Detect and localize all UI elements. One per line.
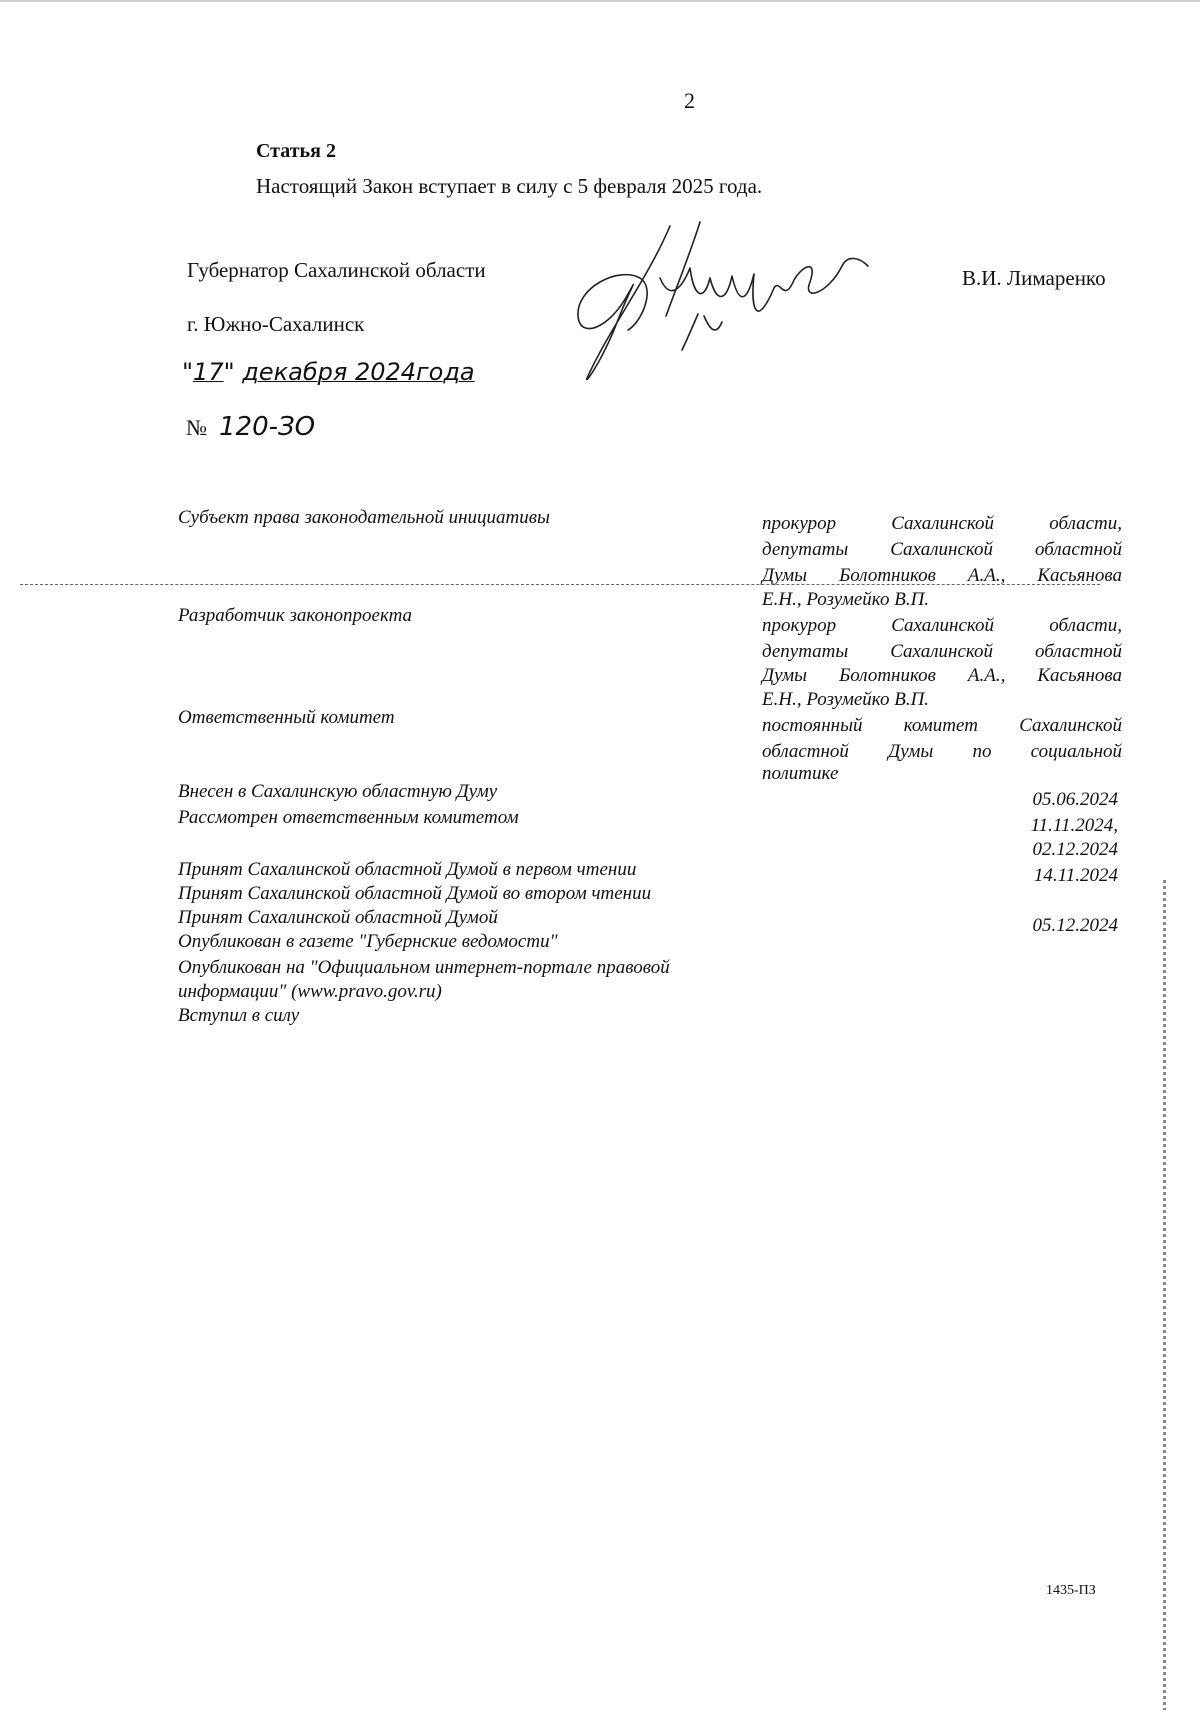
developer-value-3: Думы Болотников А.А., Касьянова	[762, 665, 1122, 686]
article-title: Статья 2	[256, 140, 336, 162]
subject-value-2: депутаты Сахалинской областной	[762, 539, 1122, 560]
subject-value-1: прокурор Сахалинской области,	[762, 513, 1122, 534]
reviewed-label: Рассмотрен ответственным комитетом	[178, 807, 519, 828]
developer-value-1: прокурор Сахалинской области,	[762, 615, 1122, 636]
developer-value-4: Е.Н., Розумейко В.П.	[762, 689, 930, 710]
adopted-date: 05.12.2024	[1032, 915, 1118, 936]
published-portal-label-2: информации" (www.pravo.gov.ru)	[178, 981, 442, 1002]
developer-value-2: депутаты Сахалинской областной	[762, 641, 1122, 662]
subject-value-3: Думы Болотников А.А., Касьянова	[762, 565, 1122, 586]
committee-value-2: областной Думы по социальной	[762, 741, 1122, 762]
governor-name: В.И. Лимаренко	[962, 266, 1106, 290]
article-text: Настоящий Закон вступает в силу с 5 февраля 2025 года.	[256, 174, 763, 198]
committee-value-3: политике	[762, 763, 839, 784]
published-portal-label-1: Опубликован на "Официальном интернет-портале правовой	[178, 957, 670, 978]
introduced-label: Внесен в Сахалинскую областную Думу	[178, 781, 498, 802]
introduced-date: 05.06.2024	[1032, 789, 1118, 810]
date-day: 17	[193, 358, 224, 386]
date-quote-close: "	[223, 358, 235, 386]
committee-value-1: постоянный комитет Сахалинской	[762, 715, 1122, 736]
scan-right-edge	[1163, 880, 1166, 1710]
page-number: 2	[684, 88, 695, 113]
number-sign: №	[186, 415, 207, 440]
governor-label: Губернатор Сахалинской области	[187, 258, 486, 282]
published-newspaper-label: Опубликован в газете "Губернские ведомости"	[178, 931, 558, 952]
handwritten-signature	[570, 218, 890, 408]
scan-separator-line	[20, 584, 1100, 585]
reviewed-date-2: 02.12.2024	[1032, 839, 1118, 860]
reviewed-date-1: 11.11.2024,	[1030, 815, 1118, 836]
adopted-label: Принят Сахалинской областной Думой	[178, 907, 498, 928]
signing-date	[182, 358, 475, 386]
developer-label: Разработчик законопроекта	[178, 605, 413, 626]
document-code: 1435-ПЗ	[1046, 1583, 1096, 1598]
first-reading-label: Принят Сахалинской областной Думой в первом чтении	[178, 859, 637, 880]
subject-label: Субъект права законодательной инициативы	[178, 507, 550, 528]
date-quote-open: "	[182, 358, 194, 386]
second-reading-label: Принят Сахалинской областной Думой во втором чтении	[178, 883, 652, 904]
law-number	[186, 412, 315, 442]
date-month-year: декабря 2024года	[242, 358, 475, 386]
committee-label: Ответственный комитет	[178, 707, 395, 728]
subject-value-4: Е.Н., Розумейко В.П.	[762, 589, 930, 610]
scan-top-edge	[0, 0, 1200, 2]
city-label: г. Южно-Сахалинск	[187, 312, 365, 336]
in-force-label: Вступил в силу	[178, 1005, 300, 1026]
first-reading-date: 14.11.2024	[1033, 865, 1118, 886]
number-value: 120-ЗО	[219, 412, 316, 442]
